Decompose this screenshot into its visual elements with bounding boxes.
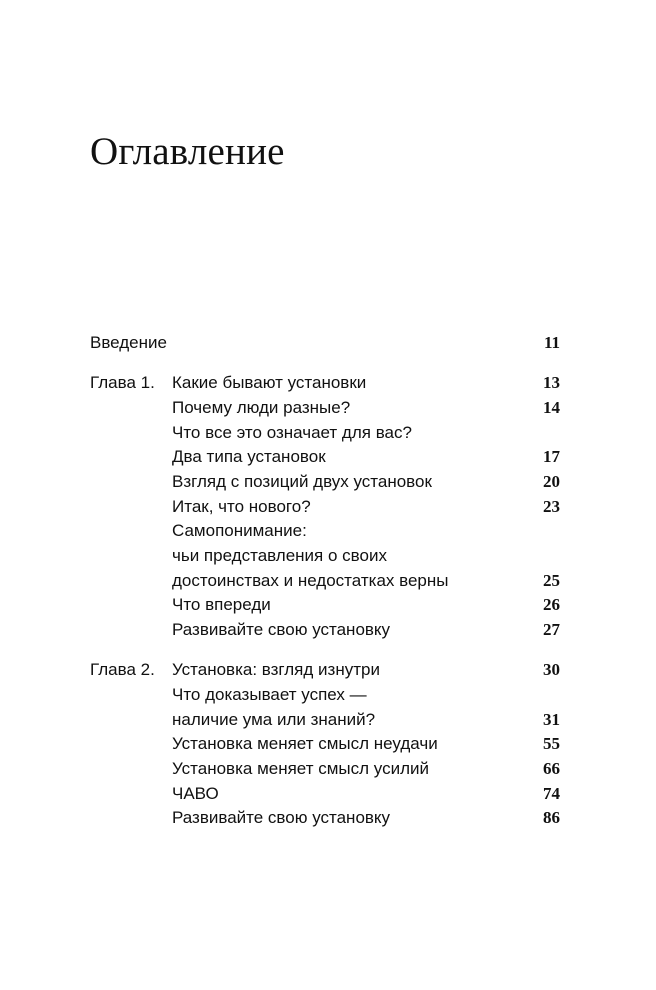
toc-entry[interactable] — [90, 618, 560, 643]
toc-entry-title: Введение — [90, 333, 167, 352]
toc-entry-title: Установка меняет смысл неудачи — [172, 734, 438, 754]
chapter-label: Глава 1. — [90, 373, 155, 393]
toc-entry[interactable] — [90, 658, 560, 683]
toc-chapter-2 — [90, 658, 560, 831]
toc-entry[interactable] — [90, 371, 560, 396]
toc-entry-page-number: 11 — [543, 333, 560, 352]
table-of-contents — [90, 331, 560, 847]
toc-entry-page-number: 30 — [543, 660, 560, 680]
toc-entry[interactable] — [90, 708, 560, 733]
toc-entry-title: Самопонимание: — [172, 521, 307, 541]
toc-entry[interactable] — [90, 782, 560, 807]
toc-entry-page-number: 86 — [543, 808, 560, 828]
toc-entry[interactable] — [90, 544, 560, 569]
toc-entry-page-number: 74 — [543, 783, 560, 803]
toc-entry-title: Установка: взгляд изнутри — [172, 660, 380, 680]
toc-entry-title: Что доказывает успех — — [172, 684, 367, 704]
toc-entry-title: Почему люди разные? — [172, 397, 351, 417]
toc-entry[interactable] — [90, 495, 560, 520]
toc-entry-page-number: 26 — [543, 595, 560, 615]
toc-entry-page-number: 13 — [543, 373, 560, 393]
toc-entry-title: Какие бывают установки — [172, 373, 367, 393]
toc-entry[interactable] — [90, 421, 560, 446]
toc-entry[interactable] — [90, 593, 560, 618]
toc-entry[interactable] — [90, 470, 560, 495]
toc-entry-page-number: 31 — [543, 709, 560, 729]
toc-entry-title: ЧАВО — [172, 783, 219, 803]
toc-entry[interactable] — [90, 732, 560, 757]
toc-entry-title: достоинствах и недостатках верны — [172, 570, 449, 590]
toc-entry-title: Два типа установок — [172, 447, 326, 467]
toc-entry-page-number: 66 — [543, 759, 560, 778]
toc-entry[interactable] — [90, 445, 560, 470]
toc-chapter-1 — [90, 371, 560, 643]
toc-entry-intro[interactable] — [90, 331, 560, 356]
toc-entry-page-number: 27 — [543, 620, 560, 640]
toc-entry-title: Что впереди — [172, 595, 271, 615]
toc-entry-page-number: 55 — [543, 734, 560, 754]
toc-intro-section — [90, 331, 560, 356]
toc-entry-title: Итак, что нового? — [172, 496, 311, 516]
toc-entry[interactable] — [90, 683, 560, 708]
chapter-label: Глава 2. — [90, 660, 155, 680]
toc-entry[interactable] — [90, 569, 560, 594]
toc-entry-page-number: 25 — [543, 570, 560, 590]
page-title: Оглавление — [90, 130, 285, 173]
toc-entry-page-number: 23 — [543, 496, 560, 516]
toc-entry-page-number: 14 — [543, 397, 560, 417]
toc-entry-title: Установка меняет смысл усилий — [172, 759, 429, 778]
toc-entry-page-number: 20 — [543, 471, 560, 491]
toc-entry[interactable] — [90, 806, 560, 831]
toc-entry-page-number: 17 — [543, 447, 560, 467]
toc-entry[interactable] — [90, 519, 560, 544]
toc-entry-title: Развивайте свою установку — [172, 620, 391, 640]
toc-entry-title: Развивайте свою установку — [172, 808, 391, 828]
toc-entry-title: чьи представления о своих — [172, 546, 387, 565]
toc-entry-title: Взгляд с позиций двух установок — [172, 471, 432, 491]
toc-entry[interactable] — [90, 757, 560, 782]
toc-entry-title: Что все это означает для вас? — [172, 422, 412, 442]
toc-entry-title: наличие ума или знаний? — [172, 709, 376, 729]
toc-entry[interactable] — [90, 396, 560, 421]
